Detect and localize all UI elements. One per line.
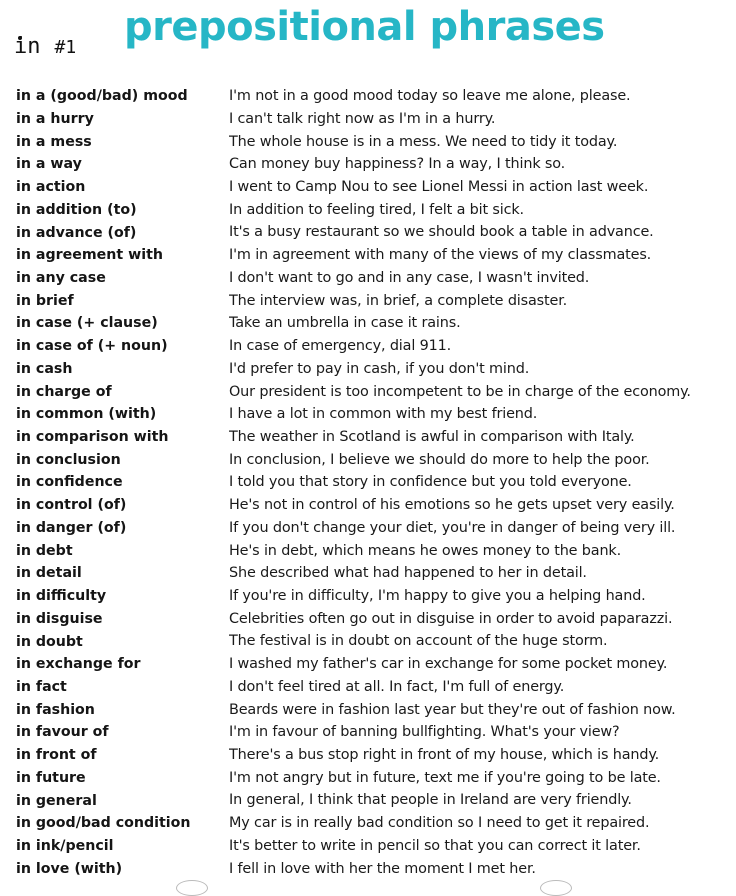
example-sentence: He's in debt, which means he owes money to the bank. — [229, 543, 622, 558]
table-row — [16, 403, 726, 426]
phrase-term: in danger (of) — [16, 519, 127, 536]
table-row — [16, 857, 726, 880]
example-sentence: She described what had happened to her in detail. — [229, 566, 587, 581]
table-row — [16, 176, 726, 199]
table-row — [16, 744, 726, 767]
example-sentence: I fell in love with her the moment I met her. — [229, 861, 536, 876]
table-row — [16, 517, 726, 540]
table-row — [16, 426, 726, 449]
table-row — [16, 585, 726, 608]
phrase-term: in favour of — [16, 724, 109, 741]
phrase-term: in addition (to) — [16, 201, 137, 218]
handwritten-word: in — [14, 34, 41, 59]
phrase-term: in confidence — [16, 474, 123, 491]
table-row — [16, 471, 726, 494]
example-sentence: If you're in difficulty, I'm happy to give you a helping hand. — [229, 588, 646, 604]
bottom-decoration-left — [176, 880, 208, 896]
phrase-term: in exchange for — [16, 656, 141, 673]
bottom-decoration-right — [540, 880, 572, 896]
phrase-list — [16, 85, 726, 880]
table-row — [16, 539, 726, 562]
example-sentence: Celebrities often go out in disguise in order to avoid paparazzi. — [229, 611, 673, 627]
table-row — [16, 494, 726, 517]
table-row — [16, 267, 726, 290]
phrase-term: in fact — [16, 678, 67, 695]
phrase-term: in conclusion — [16, 451, 121, 468]
example-sentence: The weather in Scotland is awful in comparison with Italy. — [229, 429, 635, 445]
phrase-term: in a way — [16, 156, 82, 173]
table-row — [16, 130, 726, 153]
table-row — [16, 335, 726, 358]
table-row — [16, 199, 726, 222]
example-sentence: In conclusion, I believe we should do more to help the poor. — [229, 452, 650, 468]
table-row — [16, 789, 726, 812]
example-sentence: The whole house is in a mess. We need to tidy it today. — [229, 134, 618, 149]
handwritten-number: #1 — [54, 37, 77, 58]
handwritten-note — [14, 34, 76, 59]
example-sentence: My car is in really bad condition so I need to get it repaired. — [229, 816, 650, 831]
example-sentence: It's better to write in pencil so that you can correct it later. — [229, 838, 641, 854]
phrase-term: in disguise — [16, 610, 103, 627]
example-sentence: In general, I think that people in Ireland are very friendly. — [229, 793, 632, 808]
phrase-term: in common (with) — [16, 406, 157, 423]
example-sentence: There's a bus stop right in front of my house, which is handy. — [229, 748, 660, 763]
phrase-term: in love (with) — [16, 860, 123, 877]
phrase-term: in front of — [16, 747, 97, 764]
example-sentence: I don't want to go and in any case, I wasn't invited. — [229, 270, 590, 286]
table-row — [16, 244, 726, 267]
example-sentence: I went to Camp Nou to see Lionel Messi in action last week. — [229, 180, 649, 195]
phrase-term: in a hurry — [16, 110, 94, 127]
table-row — [16, 630, 726, 653]
phrase-term: in any case — [16, 270, 106, 286]
table-row — [16, 221, 726, 244]
example-sentence: In case of emergency, dial 911. — [229, 339, 452, 354]
table-row — [16, 380, 726, 403]
table-row — [16, 721, 726, 744]
phrase-term: in charge of — [16, 383, 112, 400]
table-row — [16, 108, 726, 131]
phrase-term: in action — [16, 179, 86, 196]
example-sentence: I don't feel tired at all. In fact, I'm full of energy. — [229, 679, 565, 695]
example-sentence: I'm not angry but in future, text me if you're going to be late. — [229, 770, 661, 786]
example-sentence: The interview was, in brief, a complete disaster. — [229, 293, 568, 309]
example-sentence: I'm in agreement with many of the views of my classmates. — [229, 248, 652, 263]
table-row — [16, 562, 726, 585]
example-sentence: The festival is in doubt on account of the huge storm. — [229, 634, 608, 649]
table-row — [16, 312, 726, 335]
phrase-term: in comparison with — [16, 429, 169, 446]
phrase-term: in a mess — [16, 133, 92, 150]
table-row — [16, 85, 726, 108]
phrase-term: in debt — [16, 542, 73, 559]
table-row — [16, 608, 726, 631]
example-sentence: I can't talk right now as I'm in a hurry. — [229, 111, 496, 127]
example-sentence: In addition to feeling tired, I felt a bit sick. — [229, 202, 524, 218]
table-row — [16, 358, 726, 381]
phrase-term: in case (+ clause) — [16, 315, 158, 332]
table-row — [16, 153, 726, 176]
phrase-term: in case of (+ noun) — [16, 338, 168, 355]
example-sentence: It's a busy restaurant so we should book a table in advance. — [229, 225, 654, 240]
table-row — [16, 289, 726, 312]
table-row — [16, 767, 726, 790]
table-row — [16, 653, 726, 676]
table-row — [16, 698, 726, 721]
phrase-term: in agreement with — [16, 247, 163, 264]
phrase-term: in fashion — [16, 701, 95, 718]
page-title: prepositional phrases — [124, 4, 605, 50]
example-sentence: I'm not in a good mood today so leave me alone, please. — [229, 89, 631, 104]
phrase-term: in brief — [16, 292, 74, 309]
phrase-term: in future — [16, 769, 86, 786]
example-sentence: If you don't change your diet, you're in danger of being very ill. — [229, 520, 676, 536]
phrase-term: in advance (of) — [16, 224, 137, 241]
phrase-term: in good/bad condition — [16, 815, 191, 832]
phrase-term: in difficulty — [16, 588, 107, 605]
example-sentence: Beards were in fashion last year but they're out of fashion now. — [229, 702, 676, 717]
example-sentence: I'd prefer to pay in cash, if you don't mind. — [229, 361, 530, 377]
table-row — [16, 676, 726, 699]
phrase-term: in doubt — [16, 633, 83, 650]
example-sentence: I have a lot in common with my best friend. — [229, 407, 538, 422]
example-sentence: Can money buy happiness? In a way, I think so. — [229, 157, 566, 172]
phrase-term: in a (good/bad) mood — [16, 88, 188, 105]
example-sentence: I'm in favour of banning bullfighting. What's your view? — [229, 725, 620, 740]
phrase-term: in detail — [16, 565, 82, 582]
example-sentence: I told you that story in confidence but you told everyone. — [229, 475, 632, 490]
example-sentence: I washed my father's car in exchange for some pocket money. — [229, 657, 668, 672]
table-row — [16, 449, 726, 472]
example-sentence: Our president is too incompetent to be in charge of the economy. — [229, 384, 691, 399]
phrase-term: in general — [16, 792, 97, 809]
phrase-term: in cash — [16, 360, 73, 377]
table-row — [16, 835, 726, 858]
table-row — [16, 812, 726, 835]
phrase-term: in ink/pencil — [16, 837, 114, 854]
phrase-term: in control (of) — [16, 497, 127, 514]
example-sentence: Take an umbrella in case it rains. — [229, 316, 461, 331]
example-sentence: He's not in control of his emotions so he gets upset very easily. — [229, 498, 675, 513]
